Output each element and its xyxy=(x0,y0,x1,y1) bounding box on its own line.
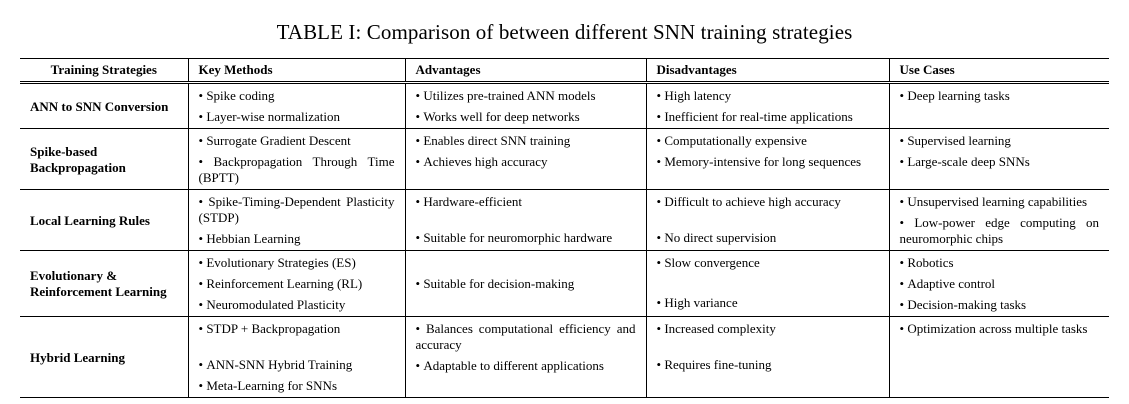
strategy-label: ANN to SNN Conversion xyxy=(30,98,169,114)
header-disadvantages: Disadvantages xyxy=(646,59,889,83)
list-item: • Deep learning tasks xyxy=(900,88,1100,104)
list-item: • Slow convergence xyxy=(657,255,879,271)
list-item: • Supervised learning xyxy=(900,133,1100,149)
use-cases-cell xyxy=(889,251,1109,317)
list-item: • Achieves high accuracy xyxy=(416,154,636,170)
list-item: • Utilizes pre-trained ANN models xyxy=(416,88,636,104)
table-caption: TABLE I: Comparison of between different SNN training strategies xyxy=(276,20,853,44)
list-item: • Decision-making tasks xyxy=(900,297,1100,313)
list-item: • Low-power edge computing on neuromorphic chips xyxy=(900,215,1100,247)
list-item: • Optimization across multiple tasks xyxy=(900,321,1100,337)
list-item: • Neuromodulated Plasticity xyxy=(199,297,395,313)
list-item: • Reinforcement Learning (RL) xyxy=(199,276,395,292)
list-item: • ANN-SNN Hybrid Training xyxy=(199,357,395,373)
table-row xyxy=(20,251,1109,317)
strategy-label: Hybrid Learning xyxy=(30,349,125,365)
list-item: • Layer-wise normalization xyxy=(199,109,395,125)
list-item: • Memory-intensive for long sequences xyxy=(657,154,879,170)
methods-cell xyxy=(188,190,405,251)
strategy-cell xyxy=(20,190,188,251)
disadvantages-cell xyxy=(646,317,889,398)
strategy-label: Spike-based Backpropagation xyxy=(30,143,126,175)
list-item: • Enables direct SNN training xyxy=(416,133,636,149)
list-item: • Difficult to achieve high accuracy xyxy=(657,194,879,210)
strategy-cell xyxy=(20,83,188,129)
list-item: • Requires fine-tuning xyxy=(657,357,879,373)
header-advantages: Advantages xyxy=(405,59,646,83)
list-item: • High variance xyxy=(657,295,879,311)
use-cases-cell xyxy=(889,129,1109,190)
advantages-cell xyxy=(405,83,646,129)
strategy-cell xyxy=(20,317,188,398)
header-row xyxy=(20,59,1109,83)
methods-cell xyxy=(188,251,405,317)
table-row xyxy=(20,190,1109,251)
table-row xyxy=(20,83,1109,129)
strategy-label: Evolutionary & Reinforcement Learning xyxy=(30,268,167,299)
list-item: • No direct supervision xyxy=(657,230,879,246)
disadvantages-cell xyxy=(646,83,889,129)
list-item: • Robotics xyxy=(900,255,1100,271)
advantages-cell xyxy=(405,190,646,251)
disadvantages-cell xyxy=(646,129,889,190)
header-use-cases: Use Cases xyxy=(889,59,1109,83)
list-item: • Evolutionary Strategies (ES) xyxy=(199,255,395,271)
list-item: • Large-scale deep SNNs xyxy=(900,154,1100,170)
list-item: • Spike coding xyxy=(199,88,395,104)
disadvantages-cell xyxy=(646,251,889,317)
methods-cell xyxy=(188,317,405,398)
list-item: • Spike-Timing-Dependent Plasticity (STDP) xyxy=(199,194,395,226)
header-key-methods: Key Methods xyxy=(188,59,405,83)
comparison-table xyxy=(20,58,1109,398)
list-item: • High latency xyxy=(657,88,879,104)
list-item: • Increased complexity xyxy=(657,321,879,337)
list-item: • Surrogate Gradient Descent xyxy=(199,133,395,149)
strategy-label: Local Learning Rules xyxy=(30,212,150,228)
list-item: • Adaptive control xyxy=(900,276,1100,292)
methods-cell xyxy=(188,83,405,129)
list-item: • Suitable for decision-making xyxy=(416,276,636,292)
advantages-cell xyxy=(405,129,646,190)
list-item: • Hebbian Learning xyxy=(199,231,395,247)
methods-cell xyxy=(188,129,405,190)
list-item: • Balances computational efficiency and accuracy xyxy=(416,321,636,353)
list-item: • Adaptable to different applications xyxy=(416,358,636,374)
header-training-strategies: Training Strategies xyxy=(20,59,188,83)
comparison-table-container xyxy=(20,58,1109,398)
list-item: • Meta-Learning for SNNs xyxy=(199,378,395,394)
list-item: • Hardware-efficient xyxy=(416,194,636,210)
use-cases-cell xyxy=(889,83,1109,129)
strategy-cell xyxy=(20,129,188,190)
disadvantages-cell xyxy=(646,190,889,251)
list-item: • Suitable for neuromorphic hardware xyxy=(416,230,636,246)
list-item: • Works well for deep networks xyxy=(416,109,636,125)
use-cases-cell xyxy=(889,190,1109,251)
list-item: • Unsupervised learning capabilities xyxy=(900,194,1100,210)
list-item: • Inefficient for real-time applications xyxy=(657,109,879,125)
list-item: • Computationally expensive xyxy=(657,133,879,149)
strategy-cell xyxy=(20,251,188,317)
use-cases-cell xyxy=(889,317,1109,398)
table-row xyxy=(20,317,1109,398)
advantages-cell xyxy=(405,317,646,398)
advantages-cell xyxy=(405,251,646,317)
table-row xyxy=(20,129,1109,190)
list-item: • Backpropagation Through Time (BPTT) xyxy=(199,154,395,186)
list-item: • STDP + Backpropagation xyxy=(199,321,395,337)
